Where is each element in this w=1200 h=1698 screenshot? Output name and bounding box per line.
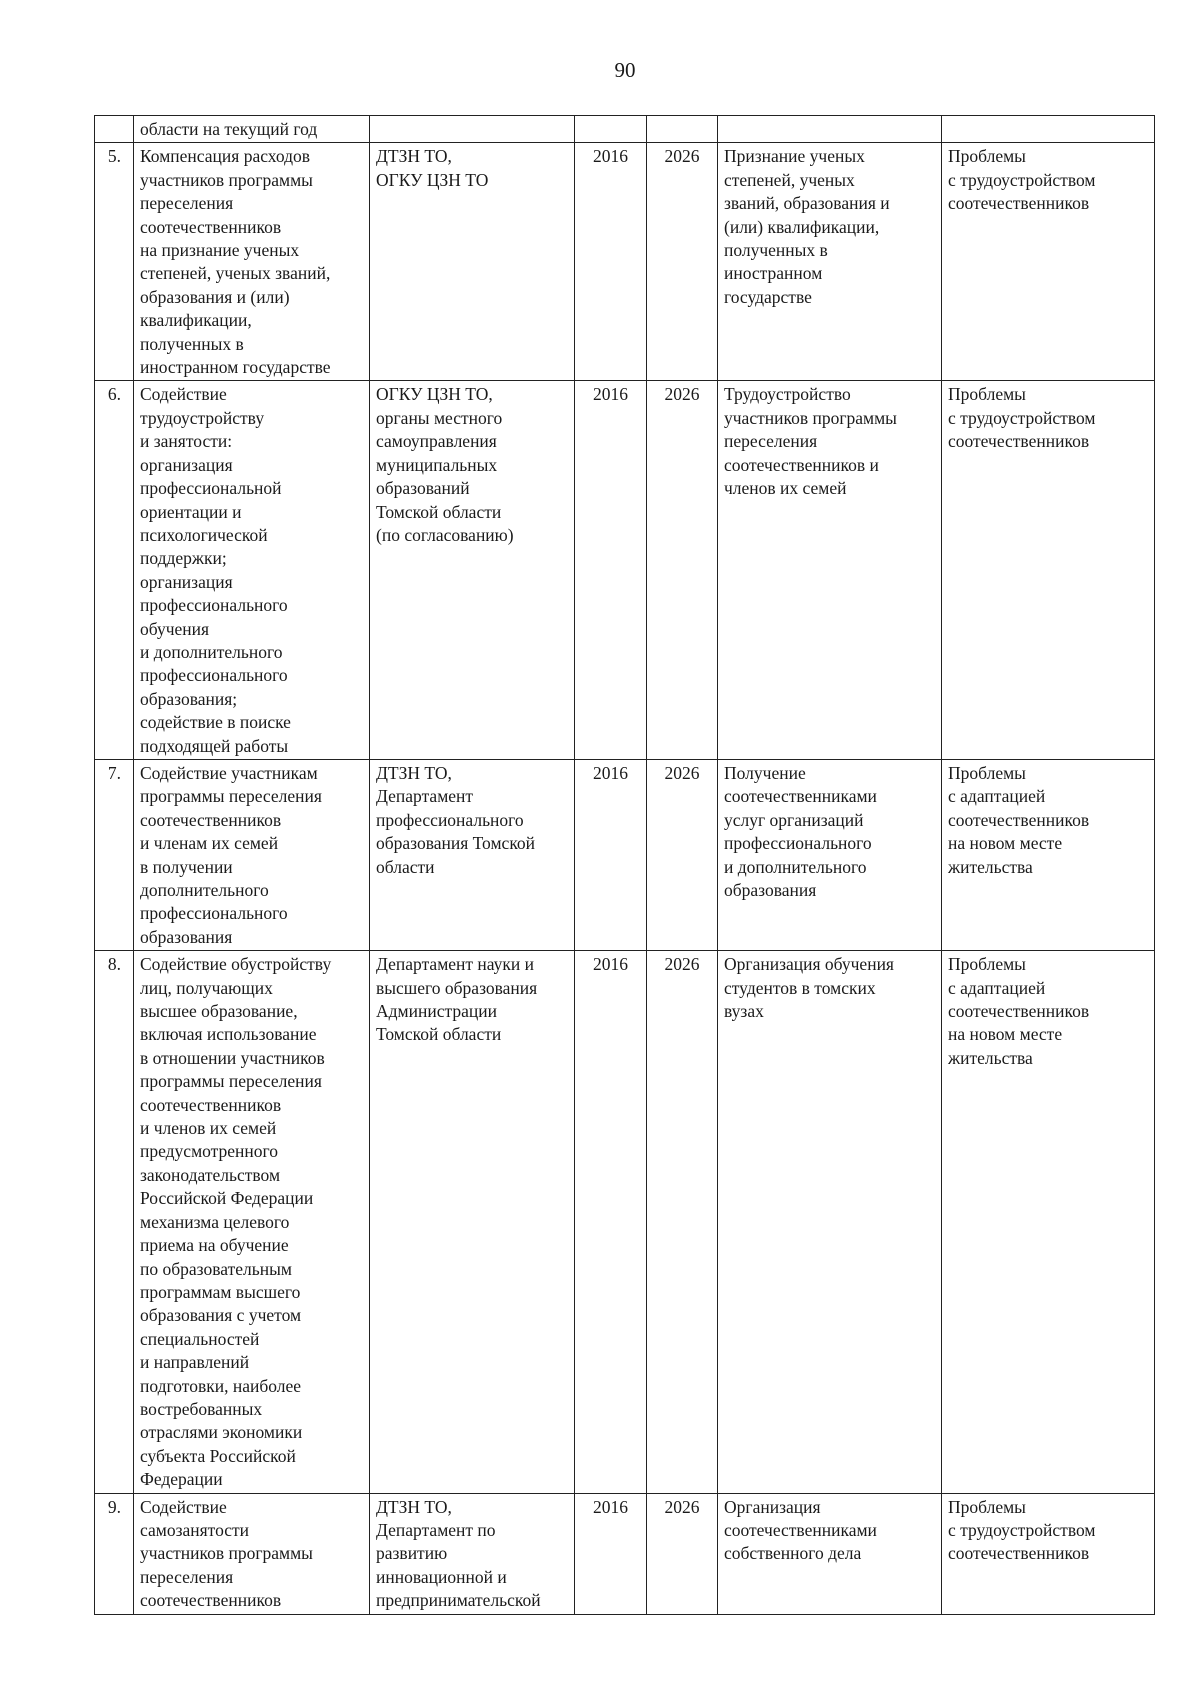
cell-start [575,116,647,143]
cell-executor: Департамент науки и высшего образования Администрации Томской области [370,951,575,1493]
table-row-continuation [95,116,1155,143]
table-row [95,143,1155,381]
table-row [95,381,1155,760]
cell-end: 2026 [647,143,718,381]
cell-start: 2016 [575,1493,647,1614]
cell-num [95,116,134,143]
cell-result [718,116,942,143]
cell-start: 2016 [575,759,647,950]
cell-executor: ДТЗН ТО, ОГКУ ЦЗН ТО [370,143,575,381]
table-row [95,759,1155,950]
cell-num: 8. [95,951,134,1493]
cell-executor: ОГКУ ЦЗН ТО, органы местного самоуправления муниципальных образований Томской области (по согласованию) [370,381,575,760]
page-number: 90 [614,58,636,82]
cell-result: Организация обучения студентов в томских вузах [718,951,942,1493]
program-measures-table [94,115,1155,1615]
cell-end: 2026 [647,381,718,760]
cell-result: Признание ученых степеней, ученых званий, образования и (или) квалификации, полученных в иностранном государстве [718,143,942,381]
cell-name: области на текущий год [134,116,370,143]
cell-name: Содействие трудоустройству и занятости: организация профессиональной ориентации и психологической поддержки; организация профессионального обучения и дополнительного профессионального образования; содействие в поиске подходящей работы [134,381,370,760]
cell-end [647,116,718,143]
cell-start: 2016 [575,381,647,760]
cell-name: Содействие участникам программы переселения соотечественников и членам их семей в получении дополнительного профессионального образования [134,759,370,950]
cell-end: 2026 [647,1493,718,1614]
cell-risk: Проблемы с адаптацией соотечественников на новом месте жительства [942,951,1155,1493]
cell-risk [942,116,1155,143]
cell-risk: Проблемы с трудоустройством соотечественников [942,1493,1155,1614]
cell-num: 7. [95,759,134,950]
cell-name: Содействие самозанятости участников программы переселения соотечественников [134,1493,370,1614]
cell-risk: Проблемы с трудоустройством соотечественников [942,381,1155,760]
cell-num: 5. [95,143,134,381]
table-row [95,1493,1155,1614]
cell-num: 9. [95,1493,134,1614]
cell-end: 2026 [647,759,718,950]
table-row [95,951,1155,1493]
cell-executor [370,116,575,143]
cell-num: 6. [95,381,134,760]
cell-result: Организация соотечественниками собственного дела [718,1493,942,1614]
cell-executor: ДТЗН ТО, Департамент профессионального образования Томской области [370,759,575,950]
cell-executor: ДТЗН ТО, Департамент по развитию инновационной и предпринимательской [370,1493,575,1614]
cell-result: Трудоустройство участников программы переселения соотечественников и членов их семей [718,381,942,760]
cell-risk: Проблемы с адаптацией соотечественников на новом месте жительства [942,759,1155,950]
cell-start: 2016 [575,143,647,381]
cell-end: 2026 [647,951,718,1493]
cell-name: Содействие обустройству лиц, получающих высшее образование, включая использование в отношении участников программы переселения соотечественников и членов их семей предусмотренного законодательством Российской Федерации механизма целевого приема на обучение по образовательным программам высшего образования с учетом специальностей и направлений подготовки, наиболее востребованных отраслями экономики субъекта Российской Федерации [134,951,370,1493]
cell-name: Компенсация расходов участников программы переселения соотечественников на признание ученых степеней, ученых званий, образования и (или) квалификации, полученных в иностранном государстве [134,143,370,381]
cell-result: Получение соотечественниками услуг организаций профессионального и дополнительного образования [718,759,942,950]
cell-start: 2016 [575,951,647,1493]
cell-risk: Проблемы с трудоустройством соотечественников [942,143,1155,381]
